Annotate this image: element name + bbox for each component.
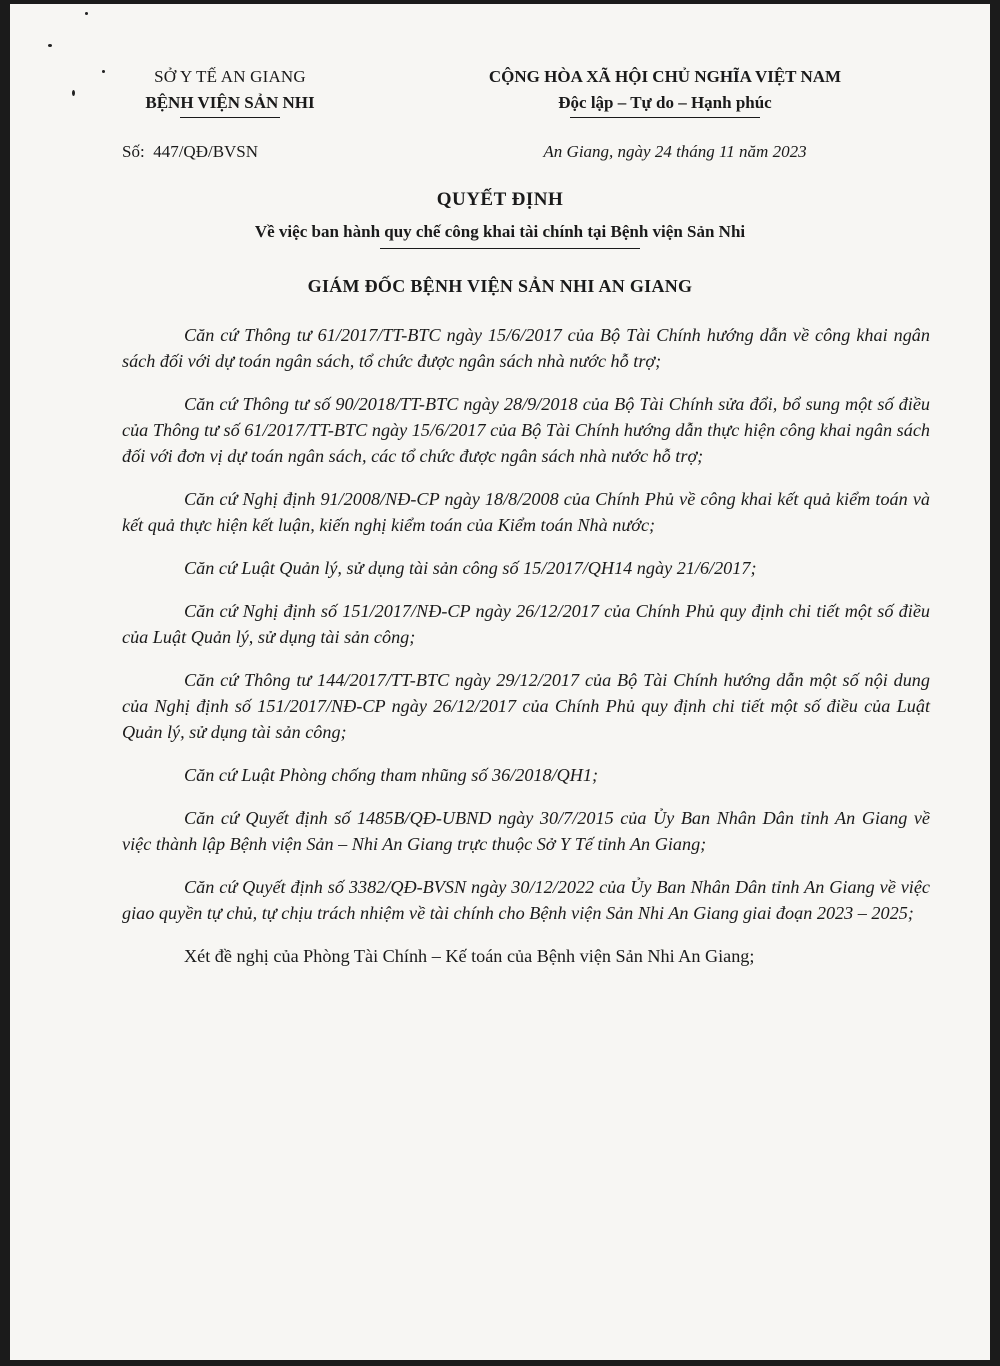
issuing-authority: GIÁM ĐỐC BỆNH VIỆN SẢN NHI AN GIANG xyxy=(307,276,693,296)
national-motto-block xyxy=(415,64,915,118)
country-name: CỘNG HÒA XÃ HỘI CHỦ NGHĨA VIỆT NAM xyxy=(488,67,842,86)
motto-underline xyxy=(570,117,760,118)
issuing-agency: BỆNH VIỆN SẢN NHI xyxy=(145,93,315,112)
document-body xyxy=(122,322,930,986)
subtitle-underline xyxy=(380,248,640,249)
issuing-agency-block xyxy=(110,64,350,118)
document-title: QUYẾT ĐỊNH xyxy=(436,189,564,210)
legal-basis-paragraph: Căn cứ Luật Phòng chống tham nhũng số 36/2018/QH1; xyxy=(184,765,599,785)
legal-basis-paragraph: Căn cứ Quyết định số 1485B/QĐ-UBND ngày 30/7/2015 của Ủy Ban Nhân Dân tỉnh An Giang về việc thành lập Bệnh viện Sản – Nhi An Giang trực thuộc Sở Y Tế tỉnh An Giang; xyxy=(122,808,930,854)
place-date: An Giang, ngày 24 tháng 11 năm 2023 xyxy=(543,142,807,161)
scan-speck xyxy=(102,70,105,73)
legal-basis-paragraph: Căn cứ Nghị định 91/2008/NĐ-CP ngày 18/8/2008 của Chính Phủ về công khai kết quả kiểm toán và kết quả thực hiện kết luận, kiến nghị kiểm toán của Kiểm toán Nhà nước; xyxy=(122,489,930,535)
document-number-label: Số: xyxy=(122,142,145,161)
legal-basis-paragraph: Căn cứ Luật Quản lý, sử dụng tài sản công số 15/2017/QH14 ngày 21/6/2017; xyxy=(184,558,757,578)
legal-basis-paragraph: Căn cứ Quyết định số 3382/QĐ-BVSN ngày 30/12/2022 của Ủy Ban Nhân Dân tỉnh An Giang về việc giao quyền tự chủ, tự chịu trách nhiệm về tài chính cho Bệnh viện Sản Nhi An Giang giai đoạn 2023 – 2025; xyxy=(122,877,930,923)
document-number xyxy=(122,142,258,162)
scan-speck xyxy=(72,90,75,96)
national-motto: Độc lập – Tự do – Hạnh phúc xyxy=(558,93,772,112)
document-page xyxy=(10,4,990,1360)
proposal-paragraph: Xét đề nghị của Phòng Tài Chính – Kế toán của Bệnh viện Sản Nhi An Giang; xyxy=(184,946,755,966)
legal-basis-paragraph: Căn cứ Thông tư số 90/2018/TT-BTC ngày 28/9/2018 của Bộ Tài Chính sửa đổi, bổ sung một số điều của Thông tư số 61/2017/TT-BTC ngày 15/6/2017 của Bộ Tài Chính hướng dẫn thực hiện công khai ngân sách đối với đơn vị dự toán ngân sách, các tổ chức được ngân sách nhà nước hỗ trợ; xyxy=(122,394,930,466)
agency-underline xyxy=(180,117,280,118)
legal-basis-paragraph: Căn cứ Thông tư 61/2017/TT-BTC ngày 15/6/2017 của Bộ Tài Chính hướng dẫn về công khai ngân sách đối với dự toán ngân sách, tổ chức được ngân sách nhà nước hỗ trợ; xyxy=(122,325,930,371)
document-subtitle: Về việc ban hành quy chế công khai tài chính tại Bệnh viện Sản Nhi xyxy=(254,222,746,241)
legal-basis-paragraph: Căn cứ Nghị định số 151/2017/NĐ-CP ngày 26/12/2017 của Chính Phủ quy định chi tiết một số điều của Luật Quản lý, sử dụng tài sản công; xyxy=(122,601,930,647)
parent-agency: SỞ Y TẾ AN GIANG xyxy=(154,67,306,86)
legal-basis-paragraph: Căn cứ Thông tư 144/2017/TT-BTC ngày 29/12/2017 của Bộ Tài Chính hướng dẫn một số nội dung của Nghị định số 151/2017/NĐ-CP ngày 26/12/2017 của Chính Phủ quy định chi tiết một số điều của Luật Quản lý, sử dụng tài sản công; xyxy=(122,670,930,742)
scan-speck xyxy=(48,44,52,47)
document-number-value: 447/QĐ/BVSN xyxy=(153,142,259,161)
scan-speck xyxy=(85,12,88,15)
